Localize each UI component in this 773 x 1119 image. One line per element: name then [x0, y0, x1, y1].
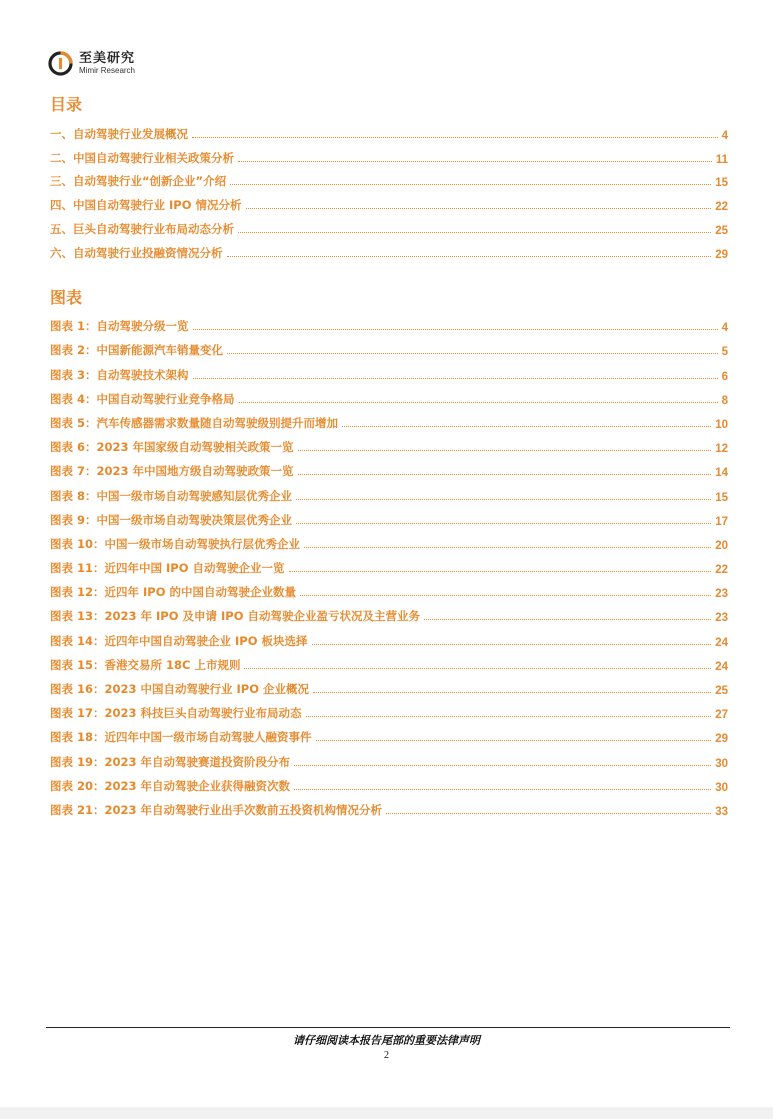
figure-item-label: 图表 16：2023 中国自动驾驶行业 IPO 企业概况: [50, 682, 310, 696]
figure-leader-dots: [424, 619, 711, 620]
figure-item[interactable]: [50, 649, 728, 673]
figure-item-page: 29: [715, 733, 728, 746]
figure-leader-dots: [304, 547, 711, 548]
figure-item-label: 图表 12：近四年 IPO 的中国自动驾驶企业数量: [50, 585, 296, 600]
toc-leader-dots: [230, 184, 711, 185]
figure-item-page: 15: [715, 491, 728, 504]
figure-item[interactable]: [50, 745, 728, 769]
figure-item[interactable]: [50, 504, 728, 528]
toc-item-page: 4: [721, 129, 728, 142]
toc-item[interactable]: [50, 237, 728, 261]
figure-item-page: 27: [715, 709, 728, 722]
figure-leader-dots: [296, 523, 711, 524]
figure-item[interactable]: [50, 697, 728, 721]
figure-leader-dots: [289, 571, 712, 572]
figure-leader-dots: [298, 450, 712, 451]
figure-item[interactable]: [50, 721, 728, 745]
toc-item-label: 六、自动驾驶行业投融资情况分析: [50, 245, 223, 260]
figure-item-page: 6: [721, 370, 728, 383]
figure-item[interactable]: [50, 770, 728, 794]
figure-leader-dots: [386, 813, 711, 814]
figure-item-label: 图表 13：2023 年 IPO 及申请 IPO 自动驾驶企业盈亏状况及主营业务: [50, 609, 420, 624]
figure-item[interactable]: [50, 383, 728, 407]
figure-leader-dots: [342, 426, 711, 427]
figure-item[interactable]: [50, 479, 728, 503]
toc-item-page: 22: [715, 201, 728, 214]
header-logo: [47, 48, 135, 78]
toc-leader-dots: [246, 208, 712, 209]
toc-item-page: 29: [715, 248, 728, 261]
figure-item-page: 10: [715, 418, 728, 431]
figure-item[interactable]: [50, 528, 728, 552]
figures-list: [50, 310, 728, 818]
figure-item-label: 图表 15：香港交易所 18C 上市规则: [50, 657, 241, 672]
figure-item[interactable]: [50, 794, 728, 818]
logo-english-name: Mimir Research: [79, 65, 136, 75]
figure-item-page: 22: [715, 564, 728, 577]
figure-item-page: 20: [715, 539, 728, 552]
figure-item-page: 5: [721, 346, 728, 359]
figure-item-page: 14: [715, 467, 728, 480]
figure-item[interactable]: [50, 576, 728, 600]
figure-item-label: 图表 21：2023 年自动驾驶行业出手次数前五投资机构情况分析: [50, 802, 383, 817]
figure-item[interactable]: [50, 358, 728, 382]
figure-item-label: 图表 18：近四年中国一级市场自动驾驶人融资事件: [50, 730, 312, 745]
figure-item[interactable]: [50, 407, 728, 431]
figure-item-page: 24: [715, 636, 728, 649]
toc-leader-dots: [238, 161, 712, 162]
figure-leader-dots: [300, 595, 711, 596]
figure-item-page: 17: [715, 515, 728, 528]
toc-item[interactable]: [50, 213, 728, 237]
logo-chinese-name: 至美研究: [79, 50, 136, 66]
toc-item-label: 二、中国自动驾驶行业相关政策分析: [50, 150, 234, 165]
toc-item-page: 15: [715, 177, 728, 190]
figure-item-label: 图表 14：近四年中国自动驾驶企业 IPO 板块选择: [50, 633, 308, 648]
figure-leader-dots: [227, 353, 718, 354]
toc-title: 目录: [50, 95, 83, 114]
figure-leader-dots: [312, 644, 712, 645]
figure-leader-dots: [316, 740, 712, 741]
figure-leader-dots: [193, 329, 718, 330]
figure-item-label: 图表 8：中国一级市场自动驾驶感知层优秀企业: [50, 488, 293, 503]
figure-leader-dots: [193, 378, 718, 379]
figure-item-page: 30: [715, 781, 728, 794]
figure-item-label: 图表 6：2023 年国家级自动驾驶相关政策一览: [50, 440, 294, 455]
figure-leader-dots: [296, 499, 711, 500]
figure-item-page: 4: [721, 322, 728, 335]
footer-divider: [46, 1027, 730, 1028]
toc-item[interactable]: [50, 118, 728, 142]
toc-item-label: 五、巨头自动驾驶行业布局动态分析: [50, 221, 234, 236]
figure-item-label: 图表 9：中国一级市场自动驾驶决策层优秀企业: [50, 512, 293, 527]
bottom-strip: [0, 1107, 773, 1119]
figure-leader-dots: [294, 789, 711, 790]
figure-item-label: 图表 4：中国自动驾驶行业竞争格局: [50, 391, 235, 406]
figure-item-page: 30: [715, 757, 728, 770]
figure-leader-dots: [244, 668, 711, 669]
figure-item-label: 图表 5：汽车传感器需求数量随自动驾驶级别提升而增加: [50, 415, 339, 430]
toc-item-page: 11: [715, 153, 728, 166]
figure-item-page: 33: [715, 805, 728, 818]
toc-leader-dots: [238, 232, 711, 233]
figure-item-label: 图表 10：中国一级市场自动驾驶执行层优秀企业: [50, 536, 301, 551]
footer-disclaimer: 请仔细阅读本报告尾部的重要法律声明: [293, 1034, 480, 1047]
toc-leader-dots: [227, 256, 712, 257]
figure-item[interactable]: [50, 600, 728, 624]
toc-item[interactable]: [50, 166, 728, 190]
toc-item[interactable]: [50, 142, 728, 166]
toc-item-page: 25: [715, 224, 728, 237]
mimir-logo-icon: [47, 50, 74, 77]
toc-item-label: 四、中国自动驾驶行业 IPO 情况分析: [50, 198, 242, 213]
figure-item[interactable]: [50, 673, 728, 697]
figure-leader-dots: [306, 716, 712, 717]
figure-leader-dots: [298, 474, 712, 475]
toc-list: [50, 118, 728, 261]
figure-item-label: 图表 17：2023 科技巨头自动驾驶行业布局动态: [50, 706, 302, 721]
figure-leader-dots: [239, 402, 718, 403]
figure-item-page: 8: [721, 394, 728, 407]
toc-item[interactable]: [50, 189, 728, 213]
figure-leader-dots: [313, 692, 711, 693]
figure-item-label: 图表 3：自动驾驶技术架构: [50, 367, 189, 382]
figure-item-label: 图表 7：2023 年中国地方级自动驾驶政策一览: [50, 464, 294, 479]
toc-item-label: 一、自动驾驶行业发展概况: [50, 126, 188, 141]
figure-item-page: 24: [715, 660, 728, 673]
toc-leader-dots: [192, 137, 718, 138]
figure-item-label: 图表 11：近四年中国 IPO 自动驾驶企业一览: [50, 561, 285, 576]
figure-item-page: 23: [715, 588, 728, 601]
figure-item[interactable]: [50, 310, 728, 334]
figure-item-label: 图表 20：2023 年自动驾驶企业获得融资次数: [50, 778, 291, 793]
figure-leader-dots: [294, 765, 711, 766]
figure-item-label: 图表 2：中国新能源汽车销量变化: [50, 343, 224, 358]
figure-item-label: 图表 19：2023 年自动驾驶赛道投资阶段分布: [50, 754, 291, 769]
figure-item[interactable]: [50, 552, 728, 576]
toc-item-label: 三、自动驾驶行业“创新企业”介绍: [50, 174, 227, 189]
figure-item[interactable]: [50, 431, 728, 455]
figure-item-page: 23: [715, 612, 728, 625]
page-number: 2: [384, 1050, 389, 1061]
figure-item[interactable]: [50, 624, 728, 648]
figure-item-page: 12: [715, 443, 728, 456]
figures-title: 图表: [50, 288, 83, 307]
figure-item-page: 25: [715, 685, 728, 697]
figure-item-label: 图表 1：自动驾驶分级一览: [50, 319, 189, 334]
figure-item[interactable]: [50, 455, 728, 479]
figure-item[interactable]: [50, 334, 728, 358]
